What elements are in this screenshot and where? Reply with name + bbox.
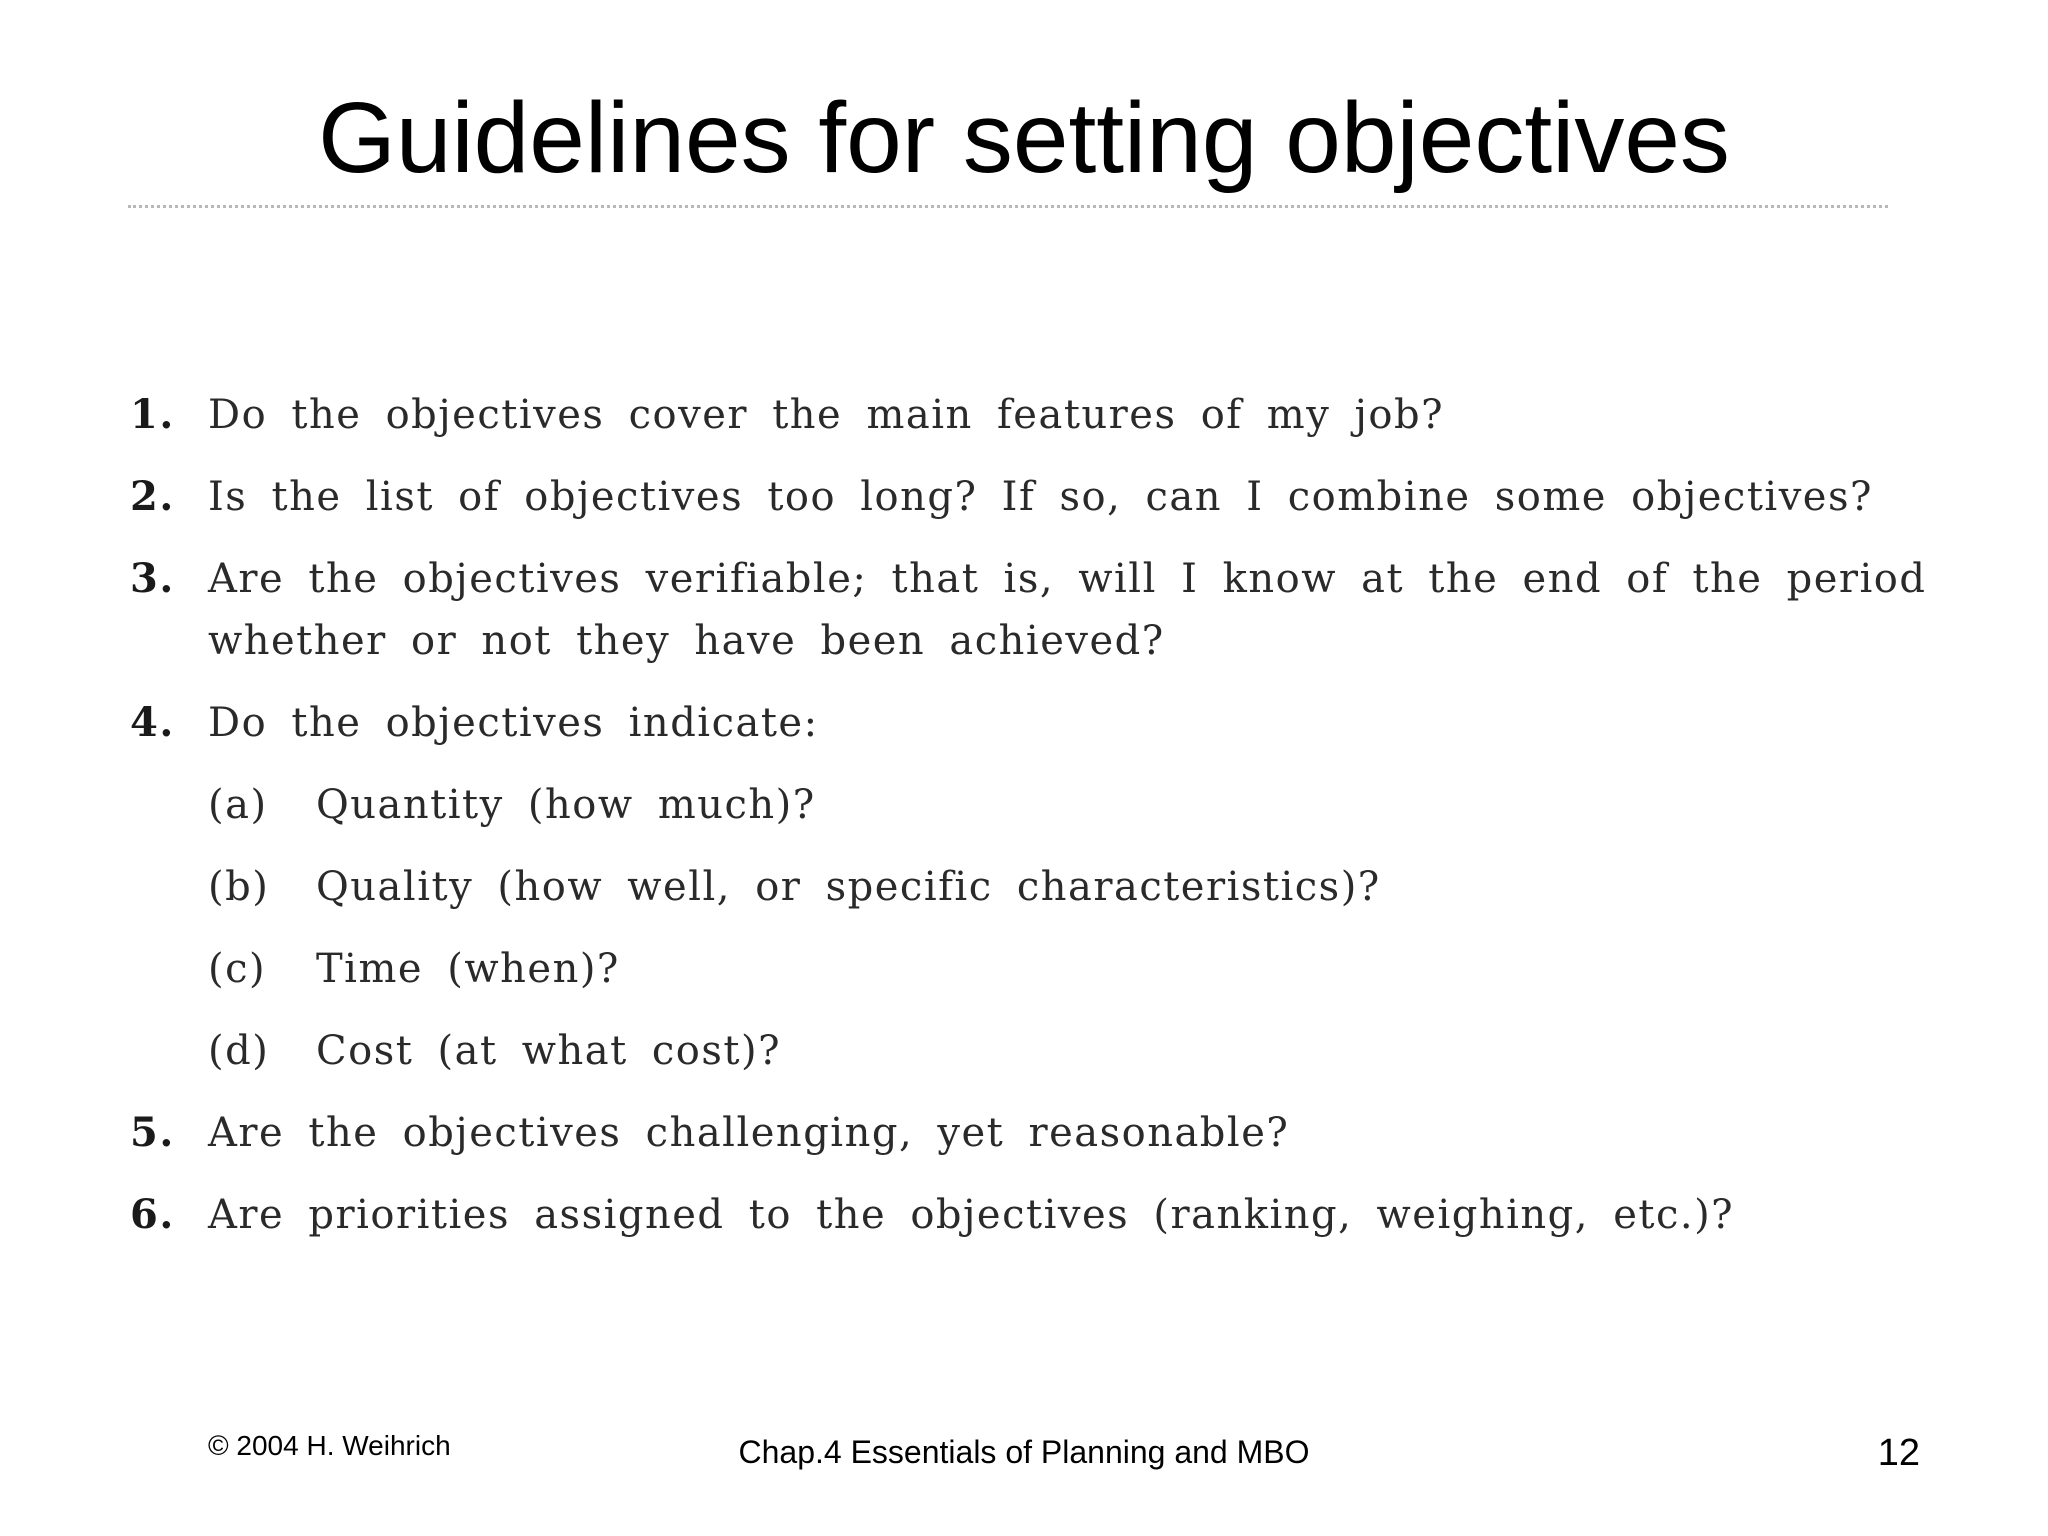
footer-chapter: Chap.4 Essentials of Planning and MBO	[738, 1434, 1310, 1470]
sub-item-text: Quality (how well, or specific characteristics)?	[316, 864, 1381, 910]
scanned-question-list	[130, 384, 2010, 1266]
sub-item-text: Cost (at what cost)?	[316, 1028, 782, 1074]
sub-item-letter: (c)	[208, 946, 267, 992]
question-number: 1.	[130, 391, 175, 438]
question-number: 2.	[130, 473, 175, 520]
question-item-2	[130, 466, 2010, 528]
sub-item-text: Quantity (how much)?	[316, 782, 816, 828]
sub-item-a	[130, 774, 2010, 836]
question-text: Do the objectives indicate:	[208, 700, 819, 746]
question-number: 3.	[130, 555, 175, 602]
sub-item-d	[130, 1020, 2010, 1082]
sub-item-c	[130, 938, 2010, 1000]
question-item-3	[130, 548, 2010, 672]
question-text: Are the objectives challenging, yet reasonable?	[208, 1110, 1290, 1156]
question-number: 4.	[130, 699, 175, 746]
footer-copyright: © 2004 H. Weihrich	[208, 1430, 451, 1461]
question-item-1	[130, 384, 2010, 446]
question-item-5	[130, 1102, 2010, 1164]
question-item-4	[130, 692, 2010, 754]
sub-item-letter: (b)	[208, 864, 270, 910]
title-divider	[128, 205, 1888, 208]
question-text: Do the objectives cover the main features of my job?	[208, 392, 1445, 438]
sub-item-text: Time (when)?	[316, 946, 620, 992]
question-item-6	[130, 1184, 2010, 1246]
question-text: Are the objectives verifiable; that is, will I know at the end of the period whether or not they have been achieved?	[208, 556, 1927, 664]
question-text: Is the list of objectives too long? If so, can I combine some objectives?	[208, 474, 1873, 520]
sub-item-letter: (d)	[208, 1028, 270, 1074]
sub-item-letter: (a)	[208, 782, 268, 828]
sub-item-b	[130, 856, 2010, 918]
question-number: 5.	[130, 1109, 175, 1156]
question-text: Are priorities assigned to the objectives (ranking, weighing, etc.)?	[208, 1192, 1735, 1238]
slide-number: 12	[1877, 1432, 1920, 1474]
slide-title: Guidelines for setting objectives	[318, 82, 1730, 194]
question-number: 6.	[130, 1191, 175, 1238]
